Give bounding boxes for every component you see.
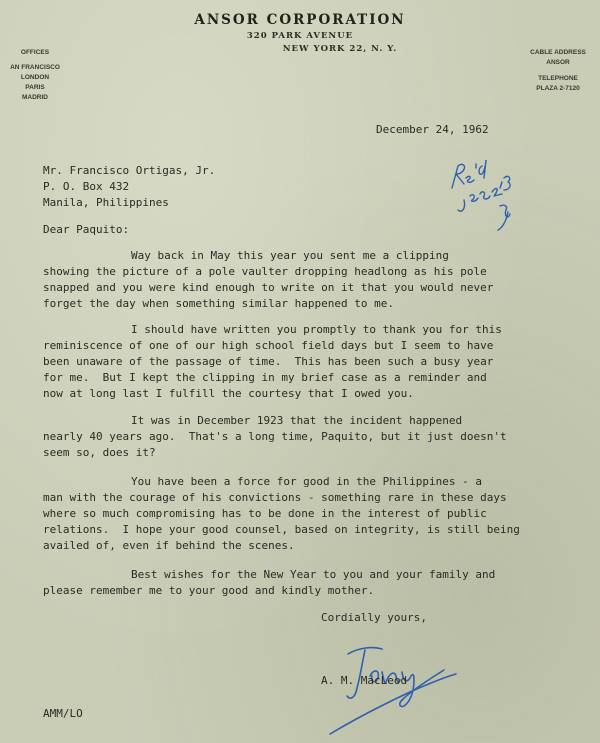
- recipient-line: P. O. Box 432: [43, 180, 130, 193]
- body-line: reminiscence of one of our high school field days but I seem to have: [43, 339, 494, 352]
- recipient-line: Manila, Philippines: [43, 196, 169, 209]
- cable-value: ANSOR: [546, 59, 570, 66]
- body-line: It was in December 1923 that the incident happened: [131, 414, 463, 427]
- body-line: forget the day when something similar happened to me.: [43, 297, 394, 310]
- recipient-line: Mr. Francisco Ortigas, Jr.: [43, 164, 216, 177]
- body-line: relations. I hope your good counsel, based on integrity, is still being: [43, 523, 520, 536]
- salutation: Dear Paquito:: [43, 223, 130, 236]
- body-line: seem so, does it?: [43, 446, 156, 459]
- body-line: availed of, even if behind the scenes.: [43, 539, 295, 552]
- company-address-line1: 320 PARK AVENUE: [246, 31, 354, 41]
- telephone-label: TELEPHONE: [538, 75, 578, 82]
- body-line: You have been a force for good in the Philippines - a: [131, 475, 482, 488]
- body-line: now at long last I fulfill the courtesy that I owed you.: [43, 387, 414, 400]
- letter-date: December 24, 1962: [376, 123, 489, 136]
- body-line: man with the courage of his convictions - something rare in these days: [43, 491, 507, 504]
- office-item: PARIS: [25, 84, 45, 91]
- received-note-image: [448, 160, 518, 235]
- body-line: where so much compromising has to be done in the interest of public: [43, 507, 487, 520]
- closing: Cordially yours,: [321, 611, 427, 624]
- company-address-line2: NEW YORK 22, N. Y.: [282, 44, 398, 54]
- offices-label: OFFICES: [20, 49, 50, 56]
- body-line: nearly 40 years ago. That's a long time, Paquito, but it just doesn't: [43, 430, 507, 443]
- office-item: LONDON: [20, 74, 50, 81]
- body-line: showing the picture of a pole vaulter dropping headlong as his pole: [43, 265, 487, 278]
- signer-name: A. M. MacLeod: [321, 674, 408, 687]
- offices-block: [2, 48, 68, 103]
- contact-block: [520, 48, 596, 94]
- body-line: snapped and you were kind enough to write on it that you would never: [43, 281, 494, 294]
- body-line: been unaware of the passage of time. This has been such a busy year: [43, 355, 494, 368]
- cable-label: CABLE ADDRESS: [530, 49, 586, 56]
- company-name: ANSOR CORPORATION: [194, 12, 406, 28]
- telephone-value: PLAZA 2-7120: [536, 85, 580, 92]
- body-line: Best wishes for the New Year to you and your family and: [131, 568, 496, 581]
- body-line: for me. But I kept the clipping in my brief case as a reminder and: [43, 371, 487, 384]
- body-line: please remember me to your good and kindly mother.: [43, 584, 375, 597]
- body-line: Way back in May this year you sent me a clipping: [131, 249, 449, 262]
- office-item: AN FRANCISCO: [10, 64, 60, 71]
- reference-initials: AMM/LO: [43, 707, 83, 720]
- office-item: MADRID: [22, 94, 48, 101]
- body-line: I should have written you promptly to thank you for this: [131, 323, 502, 336]
